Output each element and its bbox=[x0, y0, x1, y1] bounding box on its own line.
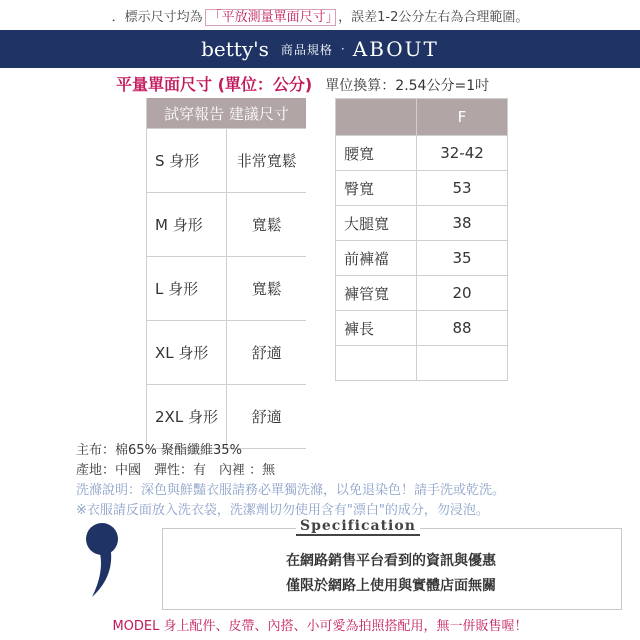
fabric-info: 主布：棉65% 聚酯纖維35% bbox=[76, 443, 242, 458]
note-highlight: 「平放測量單面尺寸」 bbox=[205, 9, 337, 26]
measure-label: 臀寬 bbox=[336, 171, 417, 206]
table-row bbox=[147, 193, 307, 257]
fit-rating: 寬鬆 bbox=[227, 257, 306, 321]
measure-label: 前褲襠 bbox=[336, 241, 417, 276]
body-type: L 身形 bbox=[147, 257, 227, 321]
body-type: M 身形 bbox=[147, 193, 227, 257]
comma-icon bbox=[78, 515, 128, 605]
measure-value: 88 bbox=[417, 311, 508, 346]
measure-value: 35 bbox=[417, 241, 508, 276]
about-banner bbox=[0, 30, 640, 68]
size-heading bbox=[116, 72, 489, 95]
fit-rating: 舒適 bbox=[227, 321, 306, 385]
measure-label: 褲管寬 bbox=[336, 276, 417, 311]
fit-rating: 寬鬆 bbox=[227, 193, 306, 257]
size-table bbox=[335, 98, 508, 381]
wash-instructions: 洗滌說明：深色與鮮豔衣服請務必單獨洗滌，以免退染色！請手洗或乾洗。 bbox=[76, 483, 506, 498]
specification-line-1: 在網路銷售平台看到的資訊與優惠 bbox=[286, 553, 496, 569]
table-row bbox=[336, 206, 508, 241]
measure-label: 大腿寬 bbox=[336, 206, 417, 241]
wash-note: ※衣服請反面放入洗衣袋，洗潔劑切勿使用含有"漂白"的成分，勿浸泡。 bbox=[76, 503, 489, 518]
table-row bbox=[336, 136, 508, 171]
table-row bbox=[147, 257, 307, 321]
table-row bbox=[336, 311, 508, 346]
measurement-note bbox=[0, 6, 640, 25]
size-header-blank bbox=[336, 99, 417, 136]
note-suffix: ，誤差1-2公分左右為合理範圍。 bbox=[338, 10, 529, 25]
unit-conversion: 單位換算：2.54公分=1吋 bbox=[325, 78, 490, 94]
banner-about: ABOUT bbox=[352, 37, 439, 61]
size-header: F bbox=[417, 99, 508, 136]
measure-value: 20 bbox=[417, 276, 508, 311]
model-accessories-note: MODEL 身上配件、皮帶、內搭、小可愛為拍照搭配用，無一併販售喔！ bbox=[112, 619, 528, 634]
measure-label: 腰寬 bbox=[336, 136, 417, 171]
table-row bbox=[147, 129, 307, 193]
measure-value: 32-42 bbox=[417, 136, 508, 171]
fit-table-header: 試穿報告 建議尺寸 bbox=[147, 98, 307, 129]
fit-rating: 舒適 bbox=[227, 385, 306, 449]
measure-value: 38 bbox=[417, 206, 508, 241]
table-row-empty bbox=[336, 346, 508, 381]
specification-title: Specification bbox=[296, 518, 420, 536]
measure-label: 褲長 bbox=[336, 311, 417, 346]
table-row bbox=[336, 241, 508, 276]
measure-value: 53 bbox=[417, 171, 508, 206]
table-row bbox=[336, 171, 508, 206]
note-prefix: ．標示尺寸均為 bbox=[111, 10, 203, 25]
body-type: S 身形 bbox=[147, 129, 227, 193]
body-type: XL 身形 bbox=[147, 321, 227, 385]
table-row bbox=[336, 276, 508, 311]
banner-dot: · bbox=[340, 42, 345, 56]
fit-rating: 非常寬鬆 bbox=[227, 129, 306, 193]
fit-report-table bbox=[146, 98, 306, 449]
origin-info: 產地：中國 彈性：有 內裡 ：無 bbox=[76, 463, 276, 478]
heading-title: 平量單面尺寸 (單位：公分) bbox=[116, 75, 313, 94]
table-row bbox=[147, 321, 307, 385]
banner-section: 商品規格 bbox=[280, 42, 333, 57]
specification-line-2: 僅限於網路上使用與實體店面無關 bbox=[286, 578, 496, 594]
brand-logo: betty's bbox=[201, 37, 269, 61]
body-type: 2XL 身形 bbox=[147, 385, 227, 449]
